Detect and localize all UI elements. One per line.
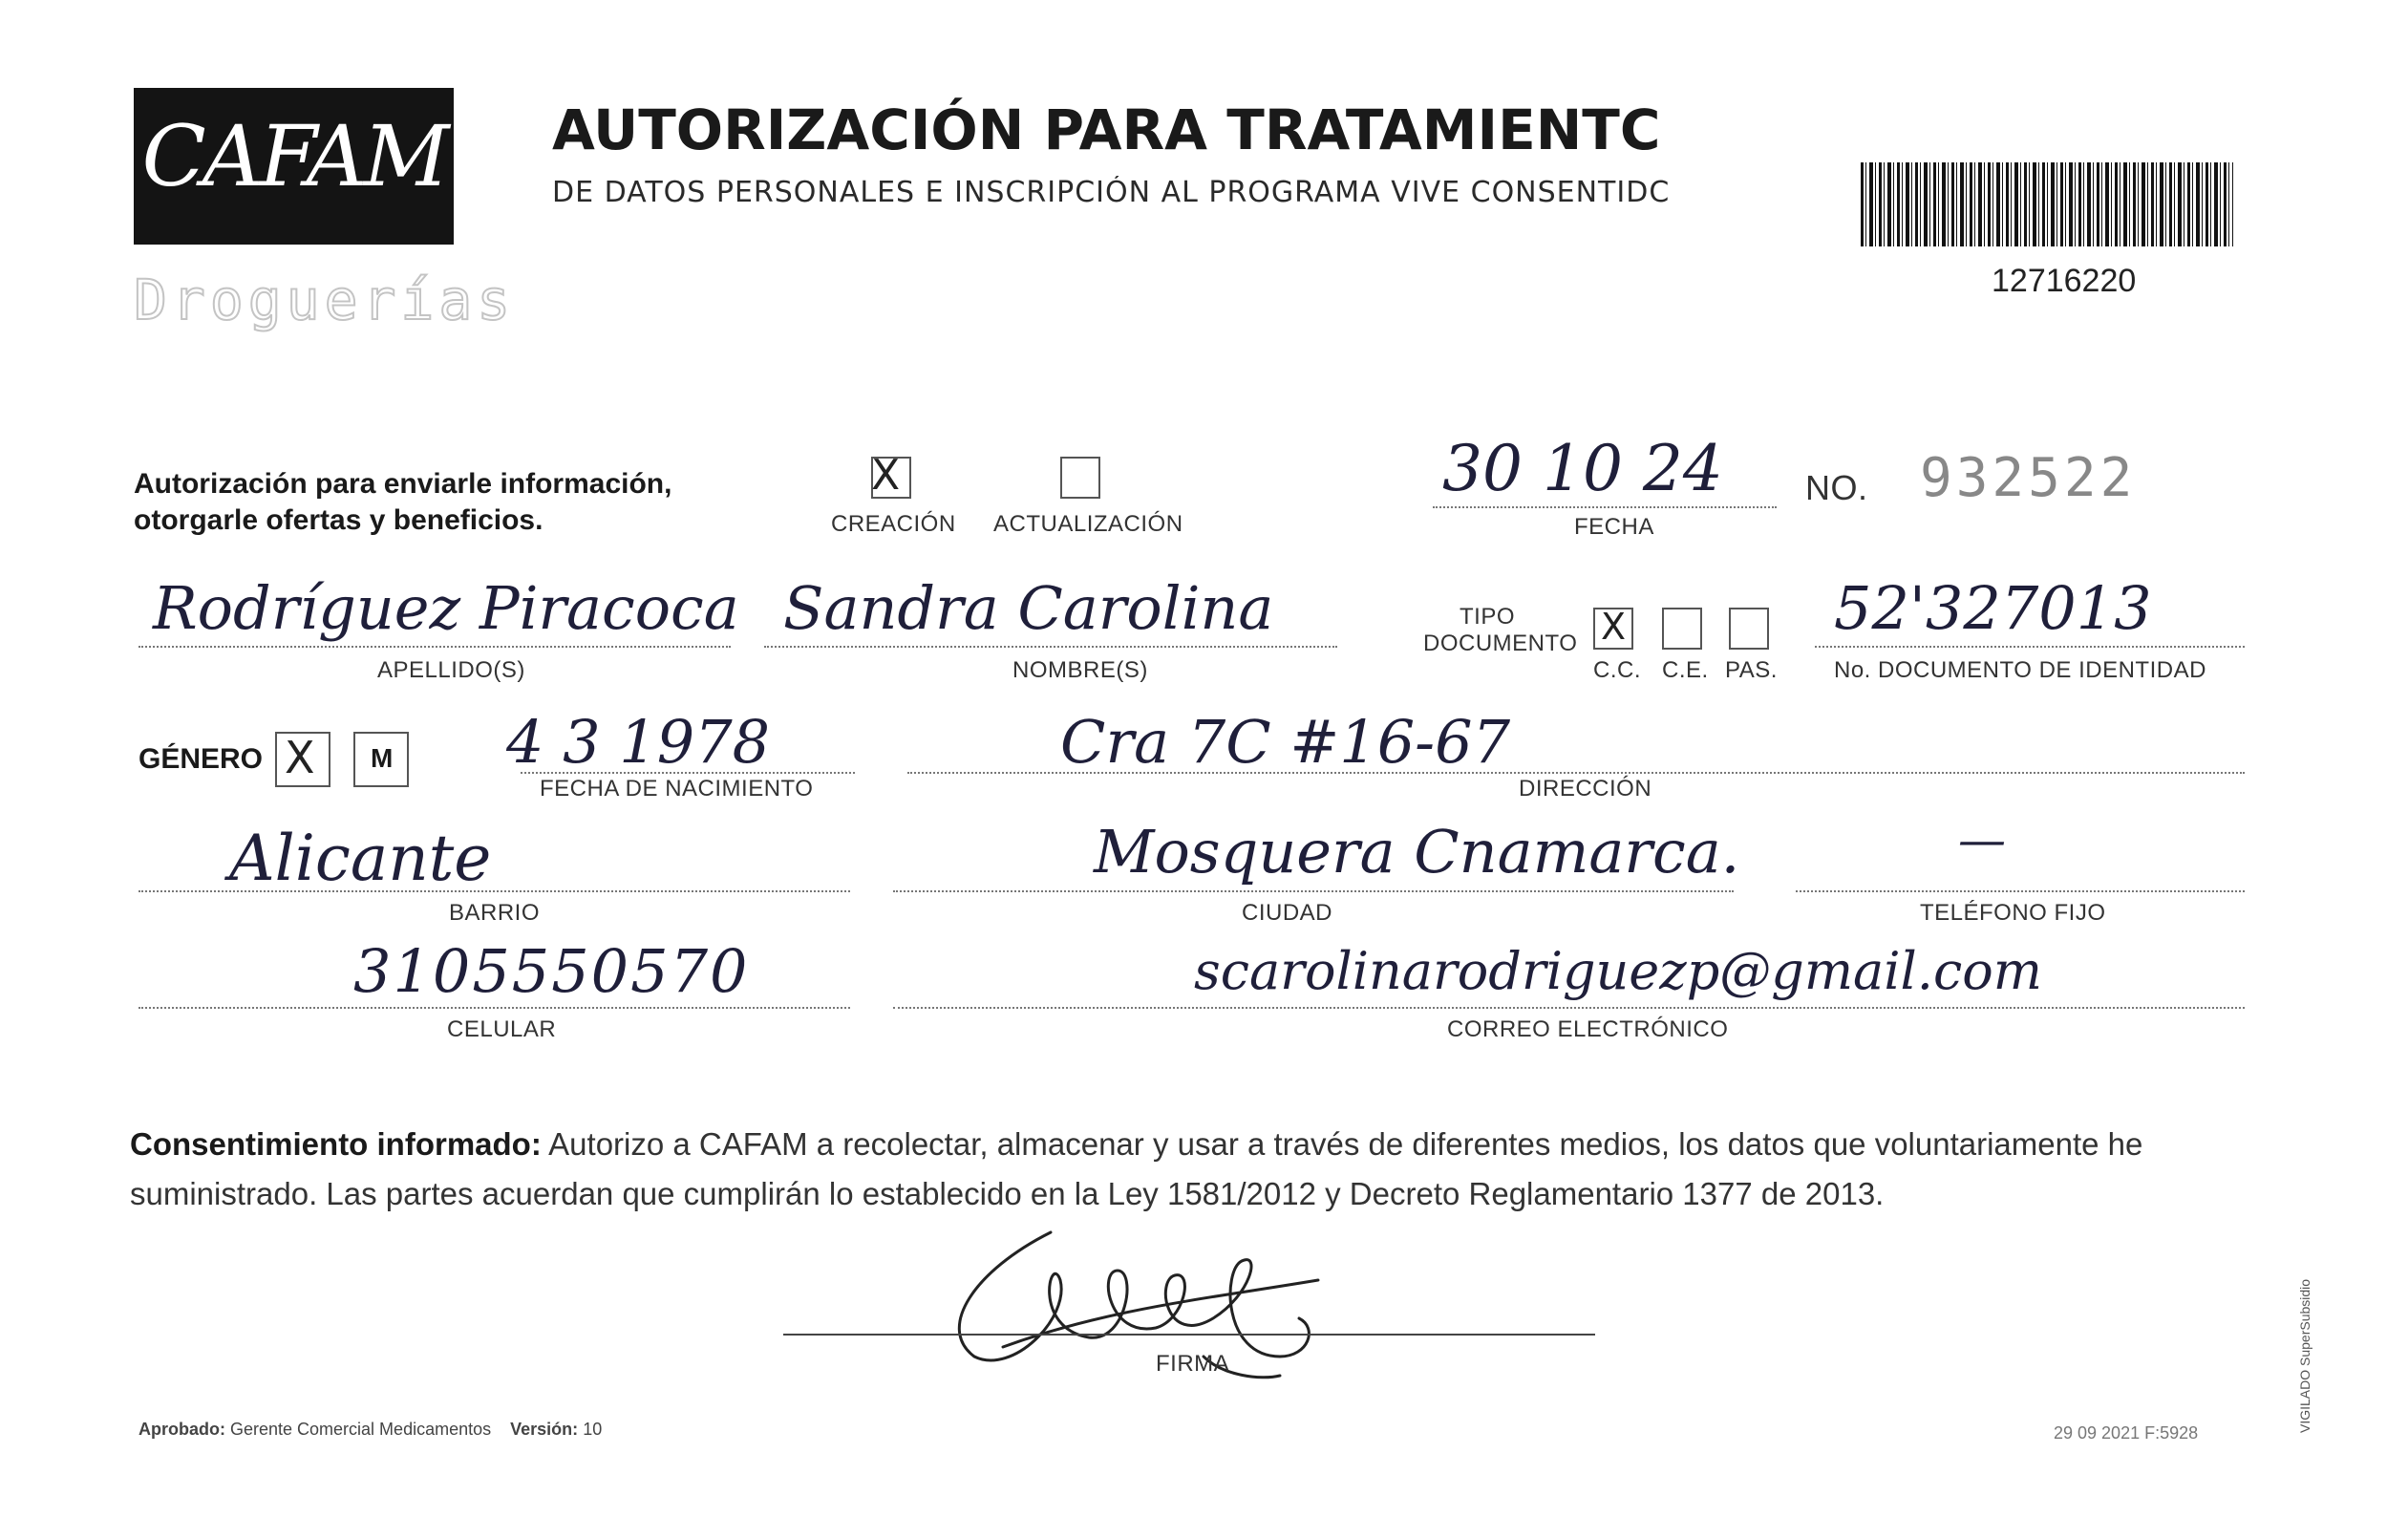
- signature-label: FIRMA: [1156, 1351, 1230, 1377]
- nacimiento-label: FECHA DE NACIMIENTO: [540, 776, 814, 802]
- genero-label: GÉNERO: [139, 743, 264, 775]
- barcode: [1861, 162, 2233, 246]
- actualizacion-label: ACTUALIZACIÓN: [993, 511, 1183, 537]
- correo-label: CORREO ELECTRÓNICO: [1447, 1016, 1729, 1042]
- actualizacion-checkbox[interactable]: [1060, 457, 1100, 499]
- barrio-value: Alicante: [229, 822, 492, 895]
- pas-label: PAS.: [1725, 657, 1778, 683]
- ce-checkbox[interactable]: [1662, 608, 1702, 650]
- signature-drawing: [917, 1213, 1337, 1385]
- creacion-check-mark: X: [871, 451, 901, 500]
- apellidos-label: APELLIDO(S): [377, 657, 525, 683]
- vigilado-vertical-text: VIGILADO SuperSubsidio: [2297, 1278, 2312, 1433]
- cc-label: C.C.: [1593, 657, 1641, 683]
- nombres-value: Sandra Carolina: [783, 573, 1274, 643]
- no-label: NO.: [1805, 468, 1868, 507]
- direccion-value: Cra 7C #16-67: [1060, 707, 1511, 777]
- cafam-logo: CAFAM: [141, 107, 446, 205]
- documento-label: No. DOCUMENTO DE IDENTIDAD: [1834, 657, 2206, 683]
- footer-approval-label: Aprobado:: [139, 1420, 225, 1439]
- celular-label: CELULAR: [447, 1016, 557, 1042]
- barcode-number: 12716220: [1992, 263, 2137, 299]
- barrio-label: BARRIO: [449, 900, 541, 926]
- form-subtitle: DE DATOS PERSONALES E INSCRIPCIÓN AL PROGRAMA VIVE CONSENTIDC: [552, 176, 1671, 209]
- form-number: 932522: [1920, 447, 2137, 509]
- ce-label: C.E.: [1662, 657, 1709, 683]
- tipo-documento-label-2: DOCUMENTO: [1423, 631, 1578, 656]
- consent-text: Autorizo a CAFAM a recolectar, almacenar y usar a través de diferentes medios, los datos que voluntariamente he suministrado. Las partes acuerdan que cumplirán lo establecido en la Ley 1581/2012 y Decreto Reglamentario 1377 de 2013.: [130, 1126, 2143, 1211]
- telefono-label: TELÉFONO FIJO: [1920, 900, 2106, 926]
- ciudad-label: CIUDAD: [1242, 900, 1333, 926]
- authorization-text-line2: otorgarle ofertas y beneficios.: [134, 504, 543, 536]
- footer-approval: [139, 1420, 602, 1440]
- consent-paragraph: [130, 1120, 2250, 1219]
- correo-value: scarolinarodriguezp@gmail.com: [1194, 941, 2042, 1001]
- genero-f-check-mark: X: [285, 732, 315, 783]
- footer-version-value: 10: [583, 1420, 603, 1439]
- pas-checkbox[interactable]: [1729, 608, 1769, 650]
- footer-code: 29 09 2021 F:5928: [2054, 1423, 2199, 1443]
- consent-heading: Consentimiento informado:: [130, 1126, 542, 1162]
- nombres-label: NOMBRE(S): [1012, 657, 1148, 683]
- cc-check-mark: X: [1601, 606, 1627, 648]
- creacion-label: CREACIÓN: [831, 511, 956, 537]
- apellidos-value: Rodríguez Piracoca: [153, 573, 739, 643]
- footer-approval-value: Gerente Comercial Medicamentos: [230, 1420, 492, 1439]
- nacimiento-value: 4 3 1978: [506, 707, 771, 777]
- documento-value: 52'327013: [1834, 573, 2152, 643]
- footer-version-label: Versión:: [510, 1420, 579, 1439]
- telefono-value: —: [1958, 812, 2006, 867]
- authorization-text-line1: Autorización para enviarle información,: [134, 468, 672, 500]
- ciudad-value: Mosquera Cnamarca.: [1094, 817, 1740, 887]
- fecha-value: 30 10 24: [1442, 432, 1723, 505]
- direccion-label: DIRECCIÓN: [1519, 776, 1652, 802]
- form-title: AUTORIZACIÓN PARA TRATAMIENTC: [552, 97, 1661, 162]
- droguerias-logo-text: Droguerías: [134, 267, 516, 332]
- celular-value: 3105550570: [353, 936, 750, 1006]
- fecha-label: FECHA: [1574, 514, 1654, 540]
- genero-m-label: M: [371, 743, 394, 773]
- tipo-documento-label-1: TIPO: [1460, 604, 1516, 630]
